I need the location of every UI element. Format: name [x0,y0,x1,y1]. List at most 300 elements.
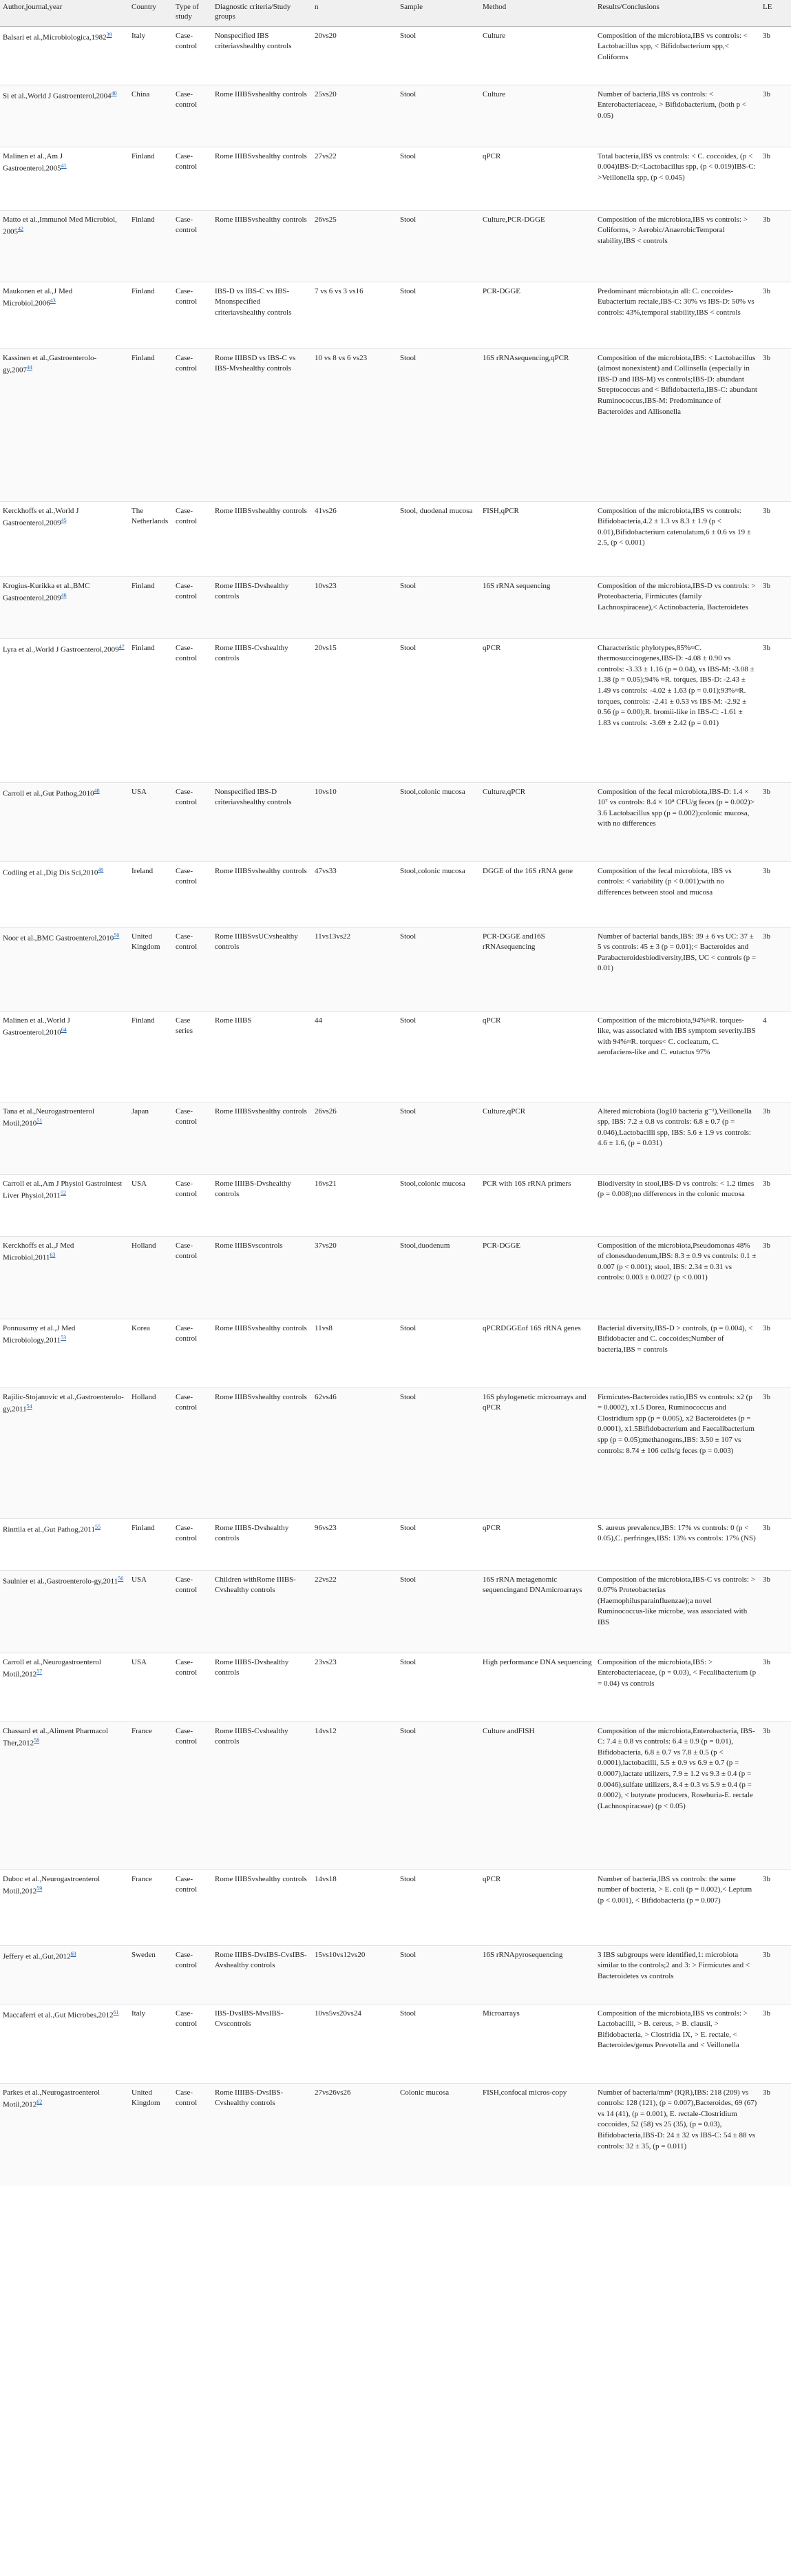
le-cell: 3b [763,787,770,796]
le-cell: 3b [763,2009,770,2018]
method-cell: PCR with 16S rRNA primers [483,1179,571,1188]
country-cell: Ireland [131,866,154,875]
reference-link[interactable]: 53 [61,1334,67,1341]
country-cell: France [131,1874,152,1883]
sample-cell: Stool [400,1392,416,1401]
criteria-cell: Nonspecified IBS-D criteriavshealthy controls [215,787,292,807]
criteria-cell: Rome IIIBSvshealthy controls [215,1392,307,1401]
reference-link[interactable]: 57 [36,1668,43,1675]
criteria-cell: IBS-D vs IBS-C vs IBS-Mnonspecified criteriavshealthy controls [215,286,292,317]
country-cell: USA [131,1657,147,1666]
author-text: Maccaferri et al.,Gut Microbes,2012 [3,2011,114,2020]
n-cell: 27vs22 [315,151,337,160]
author-cell [0,1388,129,1518]
sample-cell: Stool [400,215,416,224]
author-text: Kerckhoffs et al.,J Med Microbiol,2011 [3,1241,74,1262]
author-cell [0,1102,129,1174]
author-cell [0,576,129,638]
country-cell: Finland [131,1523,155,1532]
type-cell: Case-control [176,506,198,526]
method-cell: Microarrays [483,2009,520,2018]
method-cell: Culture andFISH [483,1726,535,1735]
sample-header: Sample [397,0,480,26]
n-cell: 62vs46 [315,1392,337,1401]
type-cell: Case-control [176,2088,198,2108]
results-cell: Composition of the fecal microbiota, IBS vs controls: < variability (p < 0.001);with no differences between stool and mucosa [598,866,732,897]
author-cell [0,348,129,501]
sample-cell: Stool [400,1726,416,1735]
author-text: Carroll et al.,Neurogastroenterol Motil,2012 [3,1657,101,1679]
author-text: Rajilic-Stojanovic et al.,Gastroenterolo-gy,2011 [3,1392,124,1414]
table-row [0,210,791,282]
author-text: Ponnusamy et al.,J Med Microbiology,2011 [3,1323,76,1345]
sample-cell: Stool,colonic mucosa [400,1179,465,1188]
table-row [0,1011,791,1102]
n-cell: 47vs33 [315,866,337,875]
method-cell: Culture,qPCR [483,787,526,796]
author-text: Malinen et al.,World J Gastroenterol,2010 [3,1016,70,1037]
author-cell [0,26,129,85]
reference-link[interactable]: 41 [61,163,67,169]
table-row [0,1388,791,1518]
author-text: Codling et al.,Dig Dis Sci,2010 [3,868,98,877]
n-cell: 22vs22 [315,1575,337,1584]
table-row [0,348,791,501]
country-cell: Finland [131,353,155,362]
country-cell: The Netherlands [131,506,169,526]
sample-cell: Stool [400,1874,416,1883]
results-cell: Number of bacteria/mm³ (IQR),IBS: 218 (209) vs controls: 128 (121), (p = 0.007),Bacteroides, 69 (67) vs 14 (41), (p = 0.001), E. rectale-Clostridium coccoides, 52 (58) vs 25 (35), (p = 0.03), Bifidobacteria,IBS-D: 24 ± 32 vs IBS-C: 54 ± 88 vs controls: 32 ± 35, (p = 0.011) [598,2088,757,2150]
results-cell: Composition of the microbiota,Pseudomonas 48% of clonesduodenum,IBS: 8.3 ± 0.9 vs controls: 0.1 ± 0.007 (p < 0.001); stool, IBS: 2.34 ± 0.31 vs controls: 0.003 ± 0.0027 (p < 0.001) [598,1241,757,1282]
type-cell: Case series [176,1016,193,1036]
author-cell [0,782,129,861]
author-cell [0,1518,129,1570]
country-cell: Finland [131,286,155,295]
type-cell: Case-control [176,1726,198,1746]
sample-cell: Stool [400,1107,416,1116]
country-cell: Finland [131,1016,155,1025]
n-cell: 15vs10vs12vs20 [315,1950,366,1959]
le-cell: 4 [763,1016,767,1025]
country-cell: France [131,1726,152,1735]
author-header: Author,journal,year [0,0,129,26]
sample-cell: Stool [400,151,416,160]
author-text: Krogius-Kurikka et al.,BMC Gastroenterol,2009 [3,581,90,603]
reference-link[interactable]: 40 [111,90,117,96]
le-cell: 3b [763,353,770,362]
method-cell: qPCR [483,1016,501,1025]
n-cell: 23vs23 [315,1657,337,1666]
results-cell: Composition of the microbiota,IBS vs controls: > Lactobacilli, > B. cereus, > B. clausii, > Bifidobacteria, > Clostridia IX, > E. rectale, < Bacteroides/genus Prevotella and < Veillonella [598,2009,748,2050]
type-cell: Case-control [176,286,198,306]
n-cell: 37vs20 [315,1241,337,1250]
le-cell: 3b [763,506,770,515]
author-text: Balsari et al.,Microbiologica,1982 [3,33,107,42]
criteria-cell: Rome IIIBSvsUCvshealthy controls [215,932,298,952]
criteria-cell: Rome IIIBSvshealthy controls [215,90,307,98]
method-cell: qPCR [483,643,501,652]
reference-link[interactable]: 61 [113,2009,119,2015]
sample-cell: Stool [400,643,416,652]
sample-cell: Stool [400,1950,416,1959]
method-cell: Culture,qPCR [483,1107,526,1116]
country-cell: China [131,90,150,98]
n-cell: 26vs25 [315,215,337,224]
n-cell: 11vs13vs22 [315,932,351,941]
method-cell: Culture,PCR-DGGE [483,215,545,224]
author-text: Jeffery et al.,Gut,2012 [3,1952,71,1961]
author-text: Kerckhoffs et al.,World J Gastroenterol,2009 [3,506,79,527]
author-text: Lyra et al.,World J Gastroenterol,2009 [3,645,119,654]
n-cell: 16vs21 [315,1179,337,1188]
le-cell: 3b [763,1657,770,1666]
country-cell: Korea [131,1323,150,1332]
author-text: Matto et al.,Immunol Med Microbiol, 2005 [3,215,117,236]
country-cell: Japan [131,1107,149,1116]
author-cell [0,282,129,348]
author-text: Chassard et al.,Aliment Pharmacol Ther,2012 [3,1726,109,1748]
method-cell: FISH,confocal micros-copy [483,2088,567,2097]
type-cell: Case-control [176,90,198,109]
author-cell [0,147,129,210]
type-cell: Case-control [176,1392,198,1412]
type-cell: Case-control [176,1241,198,1261]
table-row [0,638,791,782]
author-text: Saulnier et al.,Gastroenterolo-gy,2011 [3,1577,118,1586]
method-cell: Culture [483,31,505,40]
sample-cell: Stool [400,581,416,590]
reference-link[interactable]: 49 [98,866,104,873]
le-cell: 3b [763,1575,770,1584]
type-cell: Case-control [176,353,198,373]
country-header: Country [129,0,173,26]
table-row [0,282,791,348]
reference-link[interactable]: 60 [70,1950,76,1957]
n-cell: 27vs26vs26 [315,2088,351,2097]
method-cell: 16S rRNAsequencing,qPCR [483,353,569,362]
type-cell: Case-control [176,151,198,171]
author-text: Tana et al.,Neurogastroenterol Motil,2010 [3,1107,95,1128]
results-cell: Composition of the microbiota,IBS: > Enterobacteriaceae, (p = 0.03), < Fecalibacterium (p = 0.04) vs controls [598,1657,757,1688]
country-cell: USA [131,1179,147,1188]
le-cell: 3b [763,1323,770,1332]
table-row [0,147,791,210]
le-cell: 3b [763,1107,770,1116]
criteria-cell: Rome IIIBSvshealthy controls [215,866,307,875]
results-cell: S. aureus prevalence,IBS: 17% vs controls: 0 (p < 0.05),C. perfringes,IBS: 13% vs controls: 17% (NS) [598,1523,756,1543]
table-row [0,1945,791,2004]
le-cell: 3b [763,215,770,224]
country-cell: Holland [131,1392,156,1401]
sample-cell: Stool [400,932,416,941]
le-cell: 3b [763,90,770,98]
le-cell: 3b [763,1179,770,1188]
results-cell: Characteristic phylotypes,85%≈C. thermosuccinogenes,IBS-D: -4.08 ± 0.90 vs controls: -3.33 ± 1.16 (p = 0.04), vs IBS-M: -3.08 ± 1.38 (p = 0.05);94% ≈R. torques, IBS-D: -2.43 ± 1.49 vs controls: -4.02 ± 1.63 (p = 0.01);93%≈R. torques, controls: -2.41 ± 0.53 vs IBS-M: -2.92 ± 0.56 (p = 0.00);R. bromii-like in IBS-C: -1.61 ± 1.83 vs controls: -3.69 ± 2.42 (p = 0.01) [598,643,755,727]
method-cell: 16S phylogenetic microarrays and qPCR [483,1392,587,1412]
results-cell: Total bacteria,IBS vs controls: < C. coccoides, (p < 0.004)IBS-D:<Lactobacillus spp, (p < 0.019)IBS-C: >Veillonella spp, (p < 0.045) [598,151,756,182]
results-cell: Biodiversity in stool,IBS-D vs controls: < 1.2 times (p = 0.008);no differences in the colonic mucosa [598,1179,755,1199]
table-body [0,26,791,2186]
reference-link[interactable]: 54 [26,1403,32,1410]
method-cell: High performance DNA sequencing [483,1657,592,1666]
n-cell: 14vs18 [315,1874,337,1883]
results-cell: Bacterial diversity,IBS-D > controls, (p = 0.004), < Bifidobacter and C. coccoides;Number of bacteria,IBS = controls [598,1323,753,1354]
criteria-cell: IBS-DvsIBS-MvsIBS-Cvscontrols [215,2009,284,2029]
results-cell: 3 IBS subgroups were identified,1: microbiota similar to the controls;2 and 3: > Firmicutes and < Bacteroidetes vs controls [598,1950,750,1980]
n-cell: 11vs8 [315,1323,333,1332]
n-cell: 14vs12 [315,1726,337,1735]
reference-link[interactable]: 62 [36,2099,43,2106]
reference-link[interactable]: 46 [61,592,67,599]
author-text: Carroll et al.,Am J Physiol Gastrointest Liver Physiol,2011 [3,1179,123,1200]
reference-link[interactable]: 44 [27,364,33,371]
criteria-cell: Rome IIIBSD vs IBS-C vs IBS-Mvshealthy controls [215,353,296,373]
reference-link[interactable]: 52 [60,1190,66,1197]
table-row [0,1518,791,1570]
type-cell: Case-control [176,932,198,952]
country-cell: Finland [131,581,155,590]
author-cell [0,1236,129,1319]
table-row [0,1319,791,1388]
reference-link[interactable]: 55 [95,1523,101,1530]
reference-link[interactable]: 39 [106,31,112,38]
sample-cell: Stool [400,1657,416,1666]
sample-cell: Stool [400,1523,416,1532]
criteria-cell: Rome IIIBSvshealthy controls [215,1874,307,1883]
n-header: n [312,0,397,26]
criteria-cell: Rome IIIBS-Cvshealthy controls [215,1726,288,1746]
results-cell: Composition of the microbiota,Enterobacteria, IBS-C: 7.4 ± 0.8 vs controls: 6.4 ± 0.9 (p = 0.01), Bifidobacteria, 6.8 ± 0.7 vs 7.8 ± 0.5 (p < 0.0001),lactobacilli, 5.5 ± 0.9 vs 6.9 ± 0.7 (p = 0.0007),lactate utilizers, 7.9 ± 1.2 vs 9.3 ± 0.4 (p = 0.0046),sulfate utilizers, 8.4 ± 0.3 vs 5.9 ± 0.4 (p = 0.0002), < butyrate producers, Roseburia-E. rectale (Lachnospiraceae) (p < 0.05) [598,1726,755,1810]
sample-cell: Stool [400,31,416,40]
country-cell: Finland [131,151,155,160]
le-cell: 3b [763,31,770,40]
author-text: Noor et al.,BMC Gastroenterol,2010 [3,934,114,943]
reference-link[interactable]: 64 [61,1027,67,1034]
method-cell: DGGE of the 16S rRNA gene [483,866,573,875]
method-cell: PCR-DGGE and16S rRNAsequencing [483,932,545,952]
sample-cell: Stool [400,1323,416,1332]
type-header: Type of study [173,0,212,26]
author-text: Parkes et al.,Neurogastroenterol Motil,2012 [3,2088,101,2109]
country-cell: Finland [131,215,155,224]
criteria-cell: Rome IIIBS-Cvshealthy controls [215,643,288,663]
results-cell: Composition of the microbiota,IBS-D vs controls: > Proteobacteria, Firmicutes (family Lachnospiraceae),< Actinobacteria, Bacteroidetes [598,581,756,611]
n-cell: 41vs26 [315,506,337,515]
method-cell: qPCRDGGEof 16S rRNA genes [483,1323,581,1332]
table-row [0,782,791,861]
reference-link[interactable]: 48 [94,787,100,794]
table-row [0,1236,791,1319]
sample-cell: Colonic mucosa [400,2088,450,2097]
country-cell: USA [131,787,147,796]
author-text: Maukonen et al.,J Med Microbiol,2006 [3,286,73,308]
country-cell: Holland [131,1241,156,1250]
table-row [0,85,791,147]
le-cell: 3b [763,1241,770,1250]
method-cell: FISH,qPCR [483,506,519,515]
country-cell: USA [131,1575,147,1584]
reference-link[interactable]: 47 [118,643,125,650]
n-cell: 10vs23 [315,581,337,590]
criteria-cell: Rome IIIBS-DvsIBS-CvsIBS-Avshealthy controls [215,1950,307,1970]
n-cell: 20vs15 [315,643,337,652]
table-row [0,576,791,638]
type-cell: Case-control [176,866,198,886]
le-cell: 3b [763,932,770,941]
results-cell: Number of bacteria,IBS vs controls: the same number of bacteria, > E. coli (p = 0.002),< Leptum (p < 0.001), < Bifidobacteria (p = 0.007) [598,1874,752,1905]
method-cell: 16S rRNA sequencing [483,581,551,590]
n-cell: 44 [315,1016,322,1025]
results-cell: Composition of the microbiota,94%≈R. torques-like, was associated with IBS symptom severity.IBS with 94%≈R. torques< C. cocleatum, C. aerofaciens-like and C. eutactus 97% [598,1016,756,1057]
author-cell [0,638,129,782]
criteria-cell: Rome IIIBSvshealthy controls [215,1323,307,1332]
author-text: Rinttila et al.,Gut Pathog,2011 [3,1525,96,1534]
table-row [0,501,791,576]
author-cell [0,927,129,1011]
author-text: Si et al.,World J Gastroenterol,2004 [3,92,112,101]
table-row [0,1570,791,1653]
sample-cell: Stool,colonic mucosa [400,787,465,796]
le-header: LE [760,0,791,26]
reference-link[interactable]: 63 [50,1252,56,1259]
le-cell: 3b [763,1874,770,1883]
table-row [0,927,791,1011]
le-cell: 3b [763,866,770,875]
table-row [0,1174,791,1236]
le-cell: 3b [763,151,770,160]
author-cell [0,1653,129,1721]
author-text: Carroll et al.,Gut Pathog,2010 [3,789,94,798]
method-header: Method [480,0,595,26]
results-cell: Number of bacterial bands,IBS: 39 ± 6 vs UC: 37 ± 5 vs controls: 45 ± 3 (p = 0.01);< Bacteroides and Parabacteroidesbiodiversity,IBS, UC < controls (p = 0.01) [598,932,757,973]
country-cell: United Kingdom [131,2088,160,2108]
criteria-cell: Rome IIIIBS-Dvshealthy controls [215,1179,291,1199]
method-cell: PCR-DGGE [483,286,521,295]
criteria-header: Diagnostic criteria/Study groups [212,0,312,26]
type-cell: Case-control [176,2009,198,2029]
criteria-cell: Rome IIIBSvshealthy controls [215,215,307,224]
type-cell: Case-control [176,1523,198,1543]
type-cell: Case-control [176,1107,198,1127]
le-cell: 3b [763,1392,770,1401]
criteria-cell: Nonspecified IBS criteriavshealthy controls [215,31,292,51]
results-cell: Altered microbiota (log10 bacteria g⁻¹),Veillonella spp, IBS: 7.2 ± 0.8 vs controls: 6.8 ± 0.7 (p = 0.046),Lactobacilli spp, IBS: 5.6 ± 1.9 vs controls: 4.6 ± 1.6, (p = 0.031) [598,1107,752,1148]
author-cell [0,1174,129,1236]
type-cell: Case-control [176,1179,198,1199]
type-cell: Case-control [176,1657,198,1677]
reference-link[interactable]: 50 [114,932,120,939]
sample-cell: Stool [400,353,416,362]
author-cell [0,1570,129,1653]
table-row [0,861,791,927]
results-cell: Firmicutes-Bacteroides ratio,IBS vs controls: x2 (p = 0.0002), x1.5 Dorea, Ruminococcus and Clostridium spp (p = 0.005), x2 Bacteroidetes (p = 0.0001), x1.5Bifidobacterium and Faecalibacterium spp (p = 0.05);methanogens,IBS: 3.50 ± 107 vs controls: 8.74 ± 106 cells/g feces (p = 0.003) [598,1392,755,1455]
type-cell: Case-control [176,581,198,601]
results-cell: Predominant microbiota,in all: C. coccoides-Eubacterium rectale,IBS-C: 30% vs IBS-D: 50% vs controls: 43%,temporal stability,IBS < controls [598,286,755,317]
n-cell: 10 vs 8 vs 6 vs23 [315,353,368,362]
le-cell: 3b [763,2088,770,2097]
sample-cell: Stool [400,1575,416,1584]
le-cell: 3b [763,581,770,590]
results-header: Results/Conclusions [595,0,760,26]
criteria-cell: Rome IIIBS-Dvshealthy controls [215,1657,289,1677]
criteria-cell: Rome IIIBSvshealthy controls [215,1107,307,1116]
results-cell: Composition of the fecal microbiota,IBS-D: 1.4 × 10⁷ vs controls: 8.4 × 10⁸ CFU/g feces (p = 0.002)> 3.6 Lactobacillus spp (p = 0.002);colonic mucosa, with no differences [598,787,755,828]
le-cell: 3b [763,286,770,295]
country-cell: Italy [131,31,146,40]
author-cell [0,501,129,576]
author-text: Kassinen et al.,Gastroenterolo-gy,2007 [3,353,97,375]
le-cell: 3b [763,1523,770,1532]
criteria-cell: Rome IIIBS-Dvshealthy controls [215,581,289,601]
n-cell: 26vs26 [315,1107,337,1116]
sample-cell: Stool [400,1016,416,1025]
n-cell: 96vs23 [315,1523,337,1532]
table-row [0,2083,791,2186]
reference-link[interactable]: 58 [34,1737,40,1744]
n-cell: 7 vs 6 vs 3 vs16 [315,286,363,295]
type-cell: Case-control [176,787,198,807]
method-cell: qPCR [483,1523,501,1532]
reference-link[interactable]: 56 [118,1575,124,1582]
method-cell: qPCR [483,151,501,160]
table-row [0,1102,791,1174]
results-cell: Composition of the microbiota,IBS vs controls: Bifidobacteria,4.2 ± 1.3 vs 8.3 ± 1.9 (p < 0.01),Bifidobacterium catenulatum,6 ± 0.6 vs 19 ± 2.5, (p < 0.001) [598,506,751,547]
country-cell: Sweden [131,1950,156,1959]
criteria-cell: Rome IIIBSvscontrols [215,1241,283,1250]
reference-link[interactable]: 45 [61,517,67,524]
country-cell: Finland [131,643,155,652]
results-cell: Composition of the microbiota,IBS: < Lactobacillus (almost nonexistent) and Collinsella (especially in IBS-D and IBS-M) vs controls;IBS-D: abundant Streptococcus and < Bifidobacteria,IBS-C: abundant Ruminococcus,IBS-M: Predominance of Bacteroides and Allisonella [598,353,757,416]
n-cell: 10vs10 [315,787,337,796]
type-cell: Case-control [176,1874,198,1894]
criteria-cell: Rome IIIBSvshealthy controls [215,506,307,515]
results-cell: Composition of the microbiota,IBS vs controls: > Coliforms, > Aerobic/AnaerobicTemporal stability,IBS < controls [598,215,748,245]
author-cell [0,2004,129,2083]
reference-link[interactable]: 43 [50,297,56,304]
table-header [0,0,791,26]
author-text: Duboc et al.,Neurogastroenterol Motil,2012 [3,1874,101,1896]
author-text: Malinen et al.,Am J Gastroenterol,2005 [3,151,63,173]
author-cell [0,861,129,927]
n-cell: 10vs5vs20vs24 [315,2009,361,2018]
le-cell: 3b [763,1950,770,1959]
author-cell [0,2083,129,2186]
table-row [0,26,791,85]
le-cell: 3b [763,643,770,652]
type-cell: Case-control [176,1950,198,1970]
author-cell [0,1319,129,1388]
sample-cell: Stool,duodenum [400,1241,450,1250]
reference-link[interactable]: 51 [36,1118,43,1124]
author-cell [0,85,129,147]
sample-cell: Stool [400,2009,416,2018]
method-cell: 16S rRNApyrosequencing [483,1950,563,1959]
type-cell: Case-control [176,1323,198,1343]
table-row [0,1653,791,1721]
le-cell: 3b [763,1726,770,1735]
method-cell: 16S rRNA metagenomic sequencingand DNAmicroarrays [483,1575,582,1595]
reference-link[interactable]: 59 [36,1885,43,1892]
reference-link[interactable]: 42 [18,226,23,233]
method-cell: Culture [483,90,505,98]
type-cell: Case-control [176,643,198,663]
sample-cell: Stool,colonic mucosa [400,866,465,875]
author-cell [0,1011,129,1102]
author-cell [0,210,129,282]
criteria-cell: Children withRome IIIBS-Cvshealthy controls [215,1575,296,1595]
criteria-cell: Rome IIIIBS-DvsIBS-Cvshealthy controls [215,2088,284,2108]
criteria-cell: Rome IIIBS-Dvshealthy controls [215,1523,289,1543]
